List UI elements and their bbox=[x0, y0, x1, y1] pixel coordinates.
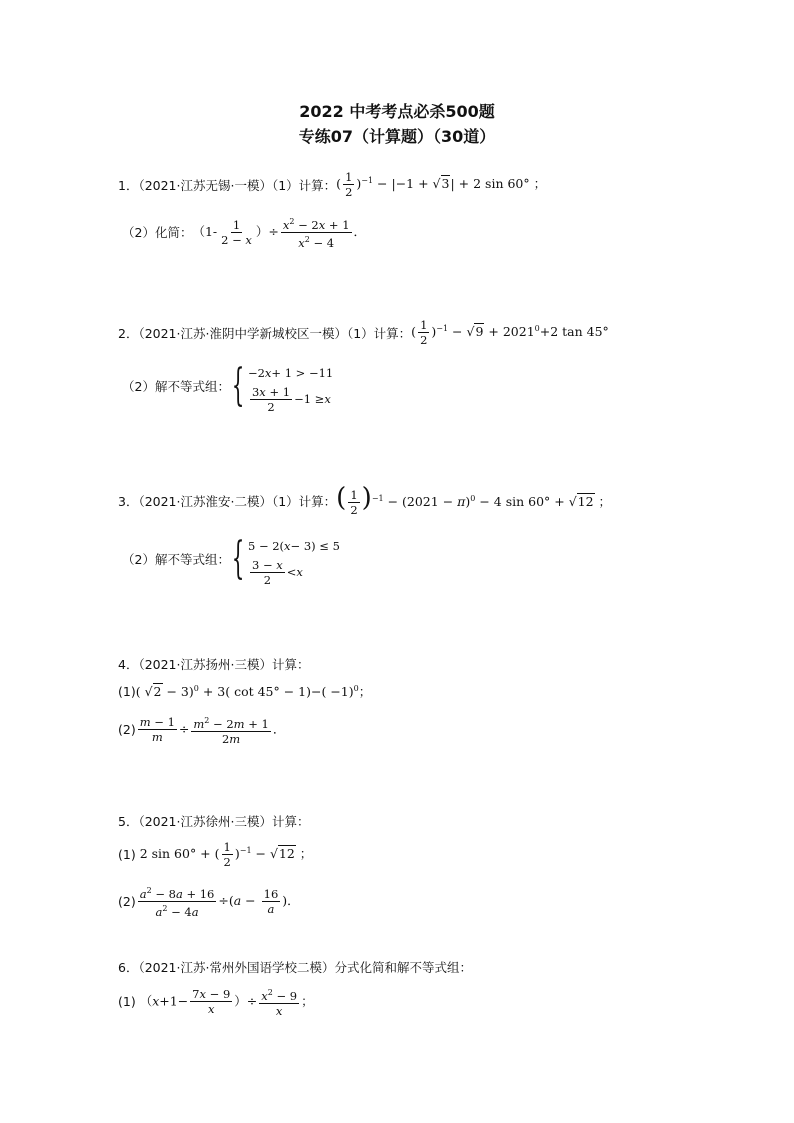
question-5-part-2 bbox=[118, 884, 300, 919]
question-4-heading-line bbox=[118, 655, 309, 673]
part-label: (1) bbox=[118, 994, 136, 1010]
question-2-part-2 bbox=[122, 360, 333, 412]
question-5-heading: 5．（2021·江苏徐州·三模）计算： bbox=[118, 814, 310, 829]
inequality-system: { 5 − 2( x − 3) ≤ 5 3 − x 2 < x bbox=[231, 533, 340, 587]
question-4-part-2 bbox=[118, 714, 285, 746]
question-1-part-1 bbox=[118, 170, 546, 199]
question-3-part-1 bbox=[118, 485, 611, 517]
question-2-part-1 bbox=[118, 318, 609, 347]
question-3-part-2 bbox=[122, 533, 340, 585]
math-expression: $\frac{m - 1}{m}$ ÷ $\frac{m^2 - 2m + 1}{2m}$ ． bbox=[139, 715, 286, 746]
page-title: 2022 中考考点必杀500题 bbox=[299, 102, 495, 121]
question-6-part-1 bbox=[118, 986, 314, 1018]
question-1-heading: 1．（2021·江苏无锡·一模）（1）计算： bbox=[118, 177, 337, 193]
question-1-part-2 bbox=[122, 215, 366, 250]
question-2-heading: 2．（2021·江苏·淮阴中学新城校区一模）（1）计算： bbox=[118, 325, 412, 341]
part-label: （2）解不等式组： bbox=[122, 379, 230, 394]
math-expression: $\frac{a^2 - 8a + 16}{a^2 - 4a}$ ÷(a − $\frac{16}{a}$ )． bbox=[139, 886, 300, 919]
part-label: (1) bbox=[118, 847, 136, 862]
math-expression: ( $\frac{1}{2}$ )$^{-1} - √9 + 2021^0+2$ tan 45° bbox=[411, 318, 609, 347]
inequality-system: { −2 x + 1 > −11 3x + 1 2 −1 ≥ x bbox=[231, 360, 334, 414]
math-expression: 2 sin 60° + ( $\frac{1}{2}$ )$^{-1}$ − √12 ； bbox=[135, 840, 313, 869]
page-subtitle: 专练07（计算题）（30道） bbox=[298, 127, 496, 146]
math-expression: （1- $\frac{1}{2 - x}$ ）÷ $\frac{x^2 - 2x + 1}{x^2 - 4}$ ． bbox=[192, 217, 367, 250]
math-expression: ( √2 − 3)$^0$ + 3( $\cot 45^\circ - 1)-( -1)^0$； bbox=[135, 683, 372, 699]
math-expression: （x+1− $\frac{7x - 9}{x}$ ）÷ $\frac{x^2 - 9}{x}$ ； bbox=[135, 987, 314, 1018]
part-label: (2) bbox=[118, 893, 136, 909]
math-expression: ( $\frac{1}{2}$ )$^{-1}$ − |−1 + √3| + 2 sin 60° ； bbox=[336, 170, 547, 199]
part-label: (2) bbox=[118, 722, 136, 738]
question-3-heading: 3．（2021·江苏淮安·二模）（1）计算： bbox=[118, 494, 337, 509]
question-5-heading-line bbox=[118, 812, 309, 830]
question-6-heading: 6．（2021·江苏·常州外国语学校二模）分式化简和解不等式组： bbox=[118, 960, 472, 975]
question-5-part-1 bbox=[118, 840, 312, 869]
part-label: (1) bbox=[118, 683, 136, 699]
question-6-heading-line bbox=[118, 958, 472, 976]
part-label: （2）解不等式组： bbox=[122, 552, 230, 567]
math-expression: ( $\frac{1}{2}$ )$^{-1} - (2021 - \pi)^0 - 4$ sin 60° + √12 ； bbox=[336, 483, 612, 517]
part-label: （2）化简： bbox=[122, 225, 193, 241]
question-4-part-1 bbox=[118, 682, 371, 700]
question-4-heading: 4．（2021·江苏扬州·三模）计算： bbox=[118, 657, 310, 672]
